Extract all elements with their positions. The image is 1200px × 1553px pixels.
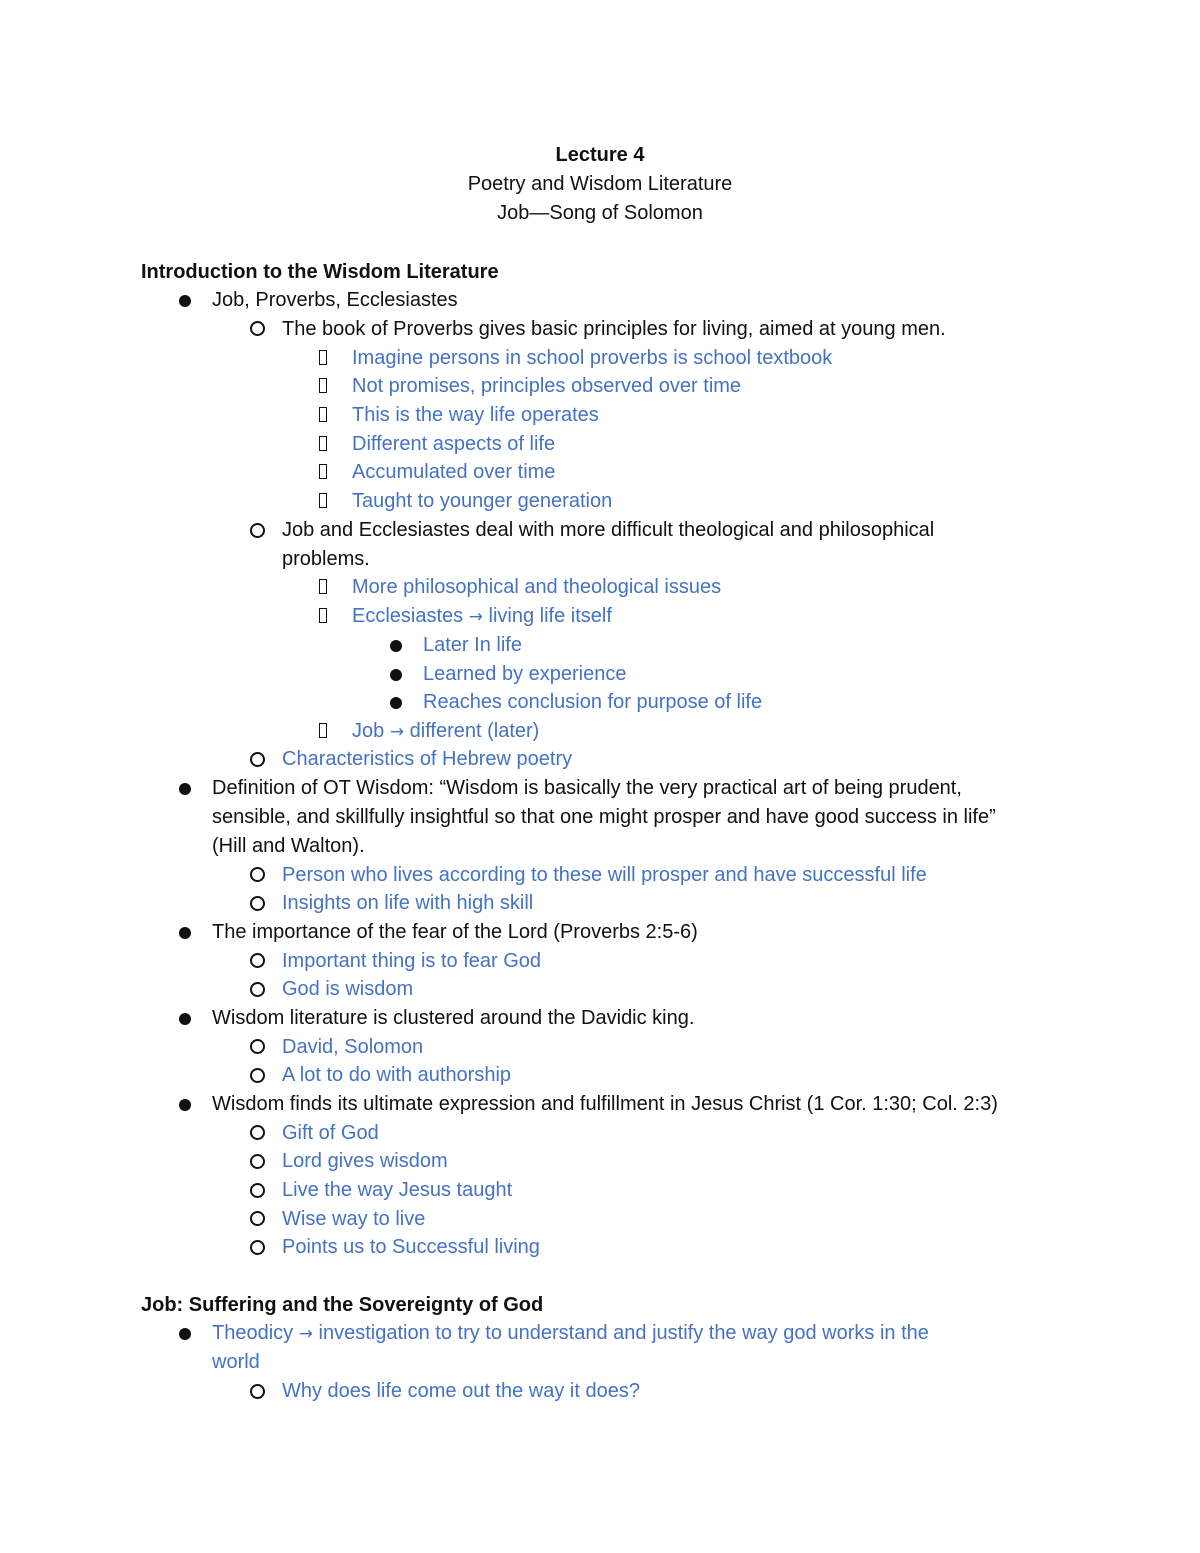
note-term: Job	[352, 720, 385, 742]
bullet-circle-icon	[250, 896, 265, 911]
bullet-dot-icon	[179, 295, 191, 307]
note-definition: investigation to try to understand and justify the way god works in the	[318, 1322, 929, 1344]
bullet-item-continued: (Hill and Walton).	[212, 835, 365, 857]
bullet-item-continued: world	[212, 1351, 260, 1373]
note-item	[352, 717, 539, 746]
bullet-square-icon	[319, 579, 327, 594]
bullet-circle-icon	[250, 752, 265, 767]
lecture-range: Job—Song of Solomon	[497, 202, 703, 224]
bullet-item: Wisdom literature is clustered around the Davidic king.	[212, 1007, 695, 1029]
bullet-square-icon	[319, 464, 327, 479]
note-term: Ecclesiastes	[352, 605, 464, 627]
lecture-subtitle: Poetry and Wisdom Literature	[467, 173, 733, 195]
bullet-circle-icon	[250, 1039, 265, 1054]
sub-bullet-item: Characteristics of Hebrew poetry	[282, 748, 573, 770]
bullet-square-icon	[319, 436, 327, 451]
note-item: More philosophical and theological issues	[352, 576, 722, 598]
sub-bullet-item: The book of Proverbs gives basic principles for living, aimed at young men.	[282, 318, 946, 340]
sub-bullet-item: Important thing is to fear God	[282, 950, 542, 972]
bullet-square-icon	[319, 608, 327, 623]
bullet-square-icon	[319, 350, 327, 365]
bullet-circle-icon	[250, 1384, 265, 1399]
bullet-circle-icon	[250, 867, 265, 882]
bullet-circle-icon	[250, 1154, 265, 1169]
section-heading-intro: Introduction to the Wisdom Literature	[141, 261, 499, 283]
arrow-right-icon: →	[468, 607, 483, 627]
bullet-item: The importance of the fear of the Lord (Proverbs 2:5-6)	[212, 921, 698, 943]
sub-bullet-item: Points us to Successful living	[282, 1236, 540, 1258]
sub-bullet-item: Live the way Jesus taught	[282, 1179, 513, 1201]
bullet-circle-icon	[250, 523, 265, 538]
bullet-item-continued: sensible, and skillfully insightful so that one might prosper and have good success in life”	[212, 806, 996, 828]
note-subitem: Later In life	[423, 634, 522, 656]
bullet-circle-icon	[250, 982, 265, 997]
bullet-square-icon	[319, 493, 327, 508]
sub-bullet-item: Lord gives wisdom	[282, 1150, 448, 1172]
note-definition: living life itself	[488, 605, 612, 627]
sub-bullet-item: Wise way to live	[282, 1208, 426, 1230]
bullet-circle-icon	[250, 1068, 265, 1083]
bullet-item: Wisdom finds its ultimate expression and fulfillment in Jesus Christ (1 Cor. 1:30; Col. 2:3)	[212, 1093, 998, 1115]
sub-bullet-item: Job and Ecclesiastes deal with more difficult theological and philosophical	[282, 519, 935, 541]
note-item: Imagine persons in school proverbs is school textbook	[352, 347, 833, 369]
lecture-number: Lecture 4	[555, 144, 645, 166]
title-block	[0, 141, 1200, 228]
arrow-right-icon: →	[389, 722, 405, 742]
sub-bullet-item: A lot to do with authorship	[282, 1064, 512, 1086]
sub-bullet-item: God is wisdom	[282, 978, 414, 1000]
sub-bullet-item: David, Solomon	[282, 1036, 424, 1058]
bullet-square-icon	[319, 723, 327, 738]
bullet-square-icon	[319, 407, 327, 422]
sub-bullet-item: Person who lives according to these will prosper and have successful life	[282, 864, 927, 886]
note-item	[352, 602, 612, 631]
sub-bullet-item-continued: problems.	[282, 548, 370, 570]
bullet-item: Definition of OT Wisdom: “Wisdom is basically the very practical art of being prudent,	[212, 777, 962, 799]
arrow-right-icon: →	[298, 1324, 313, 1344]
sub-bullet-item: Why does life come out the way it does?	[282, 1380, 640, 1402]
bullet-circle-icon	[250, 1240, 265, 1255]
note-term: Theodicy	[212, 1322, 294, 1344]
bullet-dot-icon	[179, 783, 191, 795]
note-item: Accumulated over time	[352, 461, 556, 483]
note-subitem: Reaches conclusion for purpose of life	[423, 691, 763, 713]
bullet-circle-icon	[250, 1211, 265, 1226]
note-definition: different (later)	[409, 720, 540, 742]
bullet-dot-icon	[390, 669, 402, 681]
bullet-dot-icon	[390, 697, 402, 709]
bullet-item: Job, Proverbs, Ecclesiastes	[212, 289, 458, 311]
bullet-dot-icon	[179, 1328, 191, 1340]
note-item: This is the way life operates	[352, 404, 599, 426]
note-item: Different aspects of life	[352, 433, 556, 455]
bullet-dot-icon	[179, 927, 191, 939]
bullet-dot-icon	[179, 1099, 191, 1111]
sub-bullet-item: Gift of God	[282, 1122, 379, 1144]
bullet-dot-icon	[390, 640, 402, 652]
bullet-circle-icon	[250, 1183, 265, 1198]
bullet-square-icon	[319, 378, 327, 393]
bullet-item	[212, 1319, 929, 1348]
section-heading-job: Job: Suffering and the Sovereignty of God	[141, 1294, 544, 1316]
bullet-circle-icon	[250, 953, 265, 968]
note-item: Not promises, principles observed over time	[352, 375, 742, 397]
sub-bullet-item: Insights on life with high skill	[282, 892, 534, 914]
bullet-circle-icon	[250, 321, 265, 336]
note-subitem: Learned by experience	[423, 663, 627, 685]
note-item: Taught to younger generation	[352, 490, 613, 512]
bullet-circle-icon	[250, 1125, 265, 1140]
bullet-dot-icon	[179, 1013, 191, 1025]
